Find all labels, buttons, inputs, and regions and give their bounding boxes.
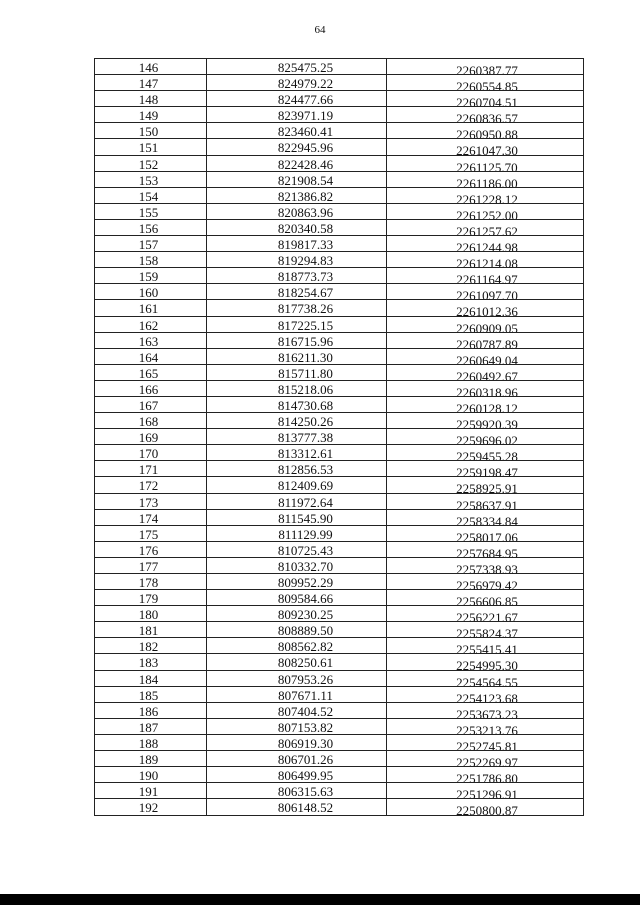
x-coordinate-cell: 807671.11 [207,687,387,702]
x-coordinate-cell: 818254.67 [207,284,387,299]
table-row [95,172,583,188]
x-coordinate-cell: 807404.52 [207,703,387,718]
table-row [95,59,583,75]
y-coordinate-cell: 2261012.36 [456,304,518,316]
point-number-cell: 172 [95,477,207,492]
y-coordinate-cell: 2260554.85 [456,79,518,91]
x-coordinate-cell: 809952.29 [207,574,387,589]
x-coordinate-cell: 816211.30 [207,349,387,364]
x-coordinate-cell: 821908.54 [207,172,387,187]
point-number-cell: 187 [95,719,207,734]
point-number-cell: 189 [95,751,207,766]
y-coordinate-cell: 2252269.97 [456,755,518,767]
point-number-cell: 186 [95,703,207,718]
y-coordinate-cell: 2261097.70 [456,288,518,300]
x-coordinate-cell: 824477.66 [207,91,387,106]
point-number-cell: 174 [95,510,207,525]
point-number-cell: 175 [95,526,207,541]
table-row [95,574,583,590]
table-row [95,317,583,333]
x-coordinate-cell: 819817.33 [207,236,387,251]
y-coordinate-cell: 2260950.88 [456,127,518,139]
y-coordinate-cell: 2259455.28 [456,449,518,461]
x-coordinate-cell: 824979.22 [207,75,387,90]
y-coordinate-cell: 2253213.76 [456,722,518,734]
y-coordinate-cell: 2261164.97 [456,272,518,284]
table-row [95,461,583,477]
y-coordinate-cell: 2255824.37 [456,626,518,638]
y-coordinate-cell: 2260318.96 [456,384,518,396]
y-coordinate-cell: 2258334.84 [456,513,518,525]
table-row [95,622,583,638]
point-number-cell: 158 [95,252,207,267]
x-coordinate-cell: 806148.52 [207,799,387,815]
x-coordinate-cell: 820340.58 [207,220,387,235]
table-row [95,751,583,767]
y-coordinate-cell: 2258637.91 [456,497,518,509]
point-number-cell: 162 [95,317,207,332]
table-row [95,590,583,606]
table-row [95,445,583,461]
table-row [95,703,583,719]
page-number: 64 [314,24,326,36]
x-coordinate-cell: 811972.64 [207,494,387,509]
x-coordinate-cell: 822428.46 [207,156,387,171]
point-number-cell: 151 [95,139,207,154]
point-number-cell: 155 [95,204,207,219]
table-row [95,91,583,107]
y-coordinate-cell: 2260492.67 [456,368,518,380]
x-coordinate-cell: 814730.68 [207,397,387,412]
point-number-cell: 192 [95,799,207,815]
x-coordinate-cell: 817225.15 [207,317,387,332]
point-number-cell: 182 [95,638,207,653]
point-number-cell: 176 [95,542,207,557]
point-number-cell: 181 [95,622,207,637]
point-number-cell: 152 [95,156,207,171]
table-row [95,397,583,413]
x-coordinate-cell: 810332.70 [207,558,387,573]
y-coordinate-cell: 2261244.98 [456,240,518,252]
x-coordinate-cell: 815218.06 [207,381,387,396]
y-coordinate-cell: 2260128.12 [456,400,518,413]
table-row [95,156,583,172]
point-number-cell: 148 [95,91,207,106]
x-coordinate-cell: 816715.96 [207,333,387,348]
y-coordinate-cell: 2258925.91 [456,481,518,493]
x-coordinate-cell: 815711.80 [207,365,387,380]
point-number-cell: 167 [95,397,207,412]
y-coordinate-cell: 2259920.39 [456,417,518,429]
table-row [95,542,583,558]
point-number-cell: 190 [95,767,207,782]
y-coordinate-cell: 2253673.23 [456,706,518,718]
y-coordinate-cell: 2254564.55 [456,674,518,686]
table-row [95,429,583,445]
point-number-cell: 191 [95,783,207,798]
y-coordinate-cell: 2259696.02 [456,433,518,445]
y-coordinate-cell: 2261125.70 [456,159,518,171]
y-coordinate-cell: 2257684.95 [456,545,518,557]
table-row [95,558,583,574]
table-row [95,300,583,316]
x-coordinate-cell: 823460.41 [207,123,387,138]
y-coordinate-cell: 2261186.00 [456,175,518,187]
x-coordinate-cell: 808250.61 [207,654,387,669]
x-coordinate-cell: 811545.90 [207,510,387,525]
y-coordinate-cell: 2261047.30 [456,143,518,155]
point-number-cell: 156 [95,220,207,235]
y-coordinate-cell: 2252745.81 [456,738,518,751]
y-coordinate-cell: 2251296.91 [456,787,518,799]
point-number-cell: 180 [95,606,207,621]
y-coordinate-cell: 2254995.30 [456,658,518,670]
point-number-cell: 184 [95,671,207,686]
x-coordinate-cell: 825475.25 [207,59,387,74]
x-coordinate-cell: 808562.82 [207,638,387,653]
table-row [95,220,583,236]
y-coordinate-cell: 2260787.89 [456,336,518,348]
y-coordinate-cell: 2256979.42 [456,578,518,590]
x-coordinate-cell: 821386.82 [207,188,387,203]
x-coordinate-cell: 813777.38 [207,429,387,444]
y-coordinate-cell: 2258017.06 [456,529,518,541]
scan-bottom-edge [0,894,640,905]
x-coordinate-cell: 812409.69 [207,477,387,492]
table-row [95,284,583,300]
table-row [95,123,583,139]
x-coordinate-cell: 810725.43 [207,542,387,557]
point-number-cell: 157 [95,236,207,251]
y-coordinate-cell: 2260704.51 [456,95,518,107]
point-number-cell: 166 [95,381,207,396]
y-coordinate-cell: 2250800.87 [456,803,518,816]
y-coordinate-cell: 2261257.62 [456,223,518,236]
x-coordinate-cell: 814250.26 [207,413,387,428]
x-coordinate-cell: 806919.30 [207,735,387,750]
table-row [95,671,583,687]
table-row [95,252,583,268]
point-number-cell: 153 [95,172,207,187]
y-coordinate-cell: 2261252.00 [456,207,518,219]
table-row [95,638,583,654]
table-row [95,687,583,703]
point-number-cell: 173 [95,494,207,509]
point-number-cell: 159 [95,268,207,283]
y-coordinate-cell: 2260909.05 [456,320,518,332]
x-coordinate-cell: 806701.26 [207,751,387,766]
y-coordinate-cell: 2256221.67 [456,610,518,622]
table-row [95,236,583,252]
point-number-cell: 147 [95,75,207,90]
x-coordinate-cell: 807953.26 [207,671,387,686]
table-row [95,365,583,381]
point-number-cell: 146 [95,59,207,74]
point-number-cell: 149 [95,107,207,122]
table-row [95,477,583,493]
x-coordinate-cell: 811129.99 [207,526,387,541]
point-number-cell: 179 [95,590,207,605]
table-row [95,526,583,542]
y-coordinate-cell: 2251786.80 [456,771,518,783]
x-coordinate-cell: 813312.61 [207,445,387,460]
x-coordinate-cell: 806499.95 [207,767,387,782]
x-coordinate-cell: 806315.63 [207,783,387,798]
point-number-cell: 183 [95,654,207,669]
x-coordinate-cell: 809230.25 [207,606,387,621]
table-row [95,783,583,799]
point-number-cell: 154 [95,188,207,203]
x-coordinate-cell: 812856.53 [207,461,387,476]
point-number-cell: 169 [95,429,207,444]
x-coordinate-cell: 823971.19 [207,107,387,122]
point-number-cell: 185 [95,687,207,702]
point-number-cell: 168 [95,413,207,428]
y-coordinate-cell: 2260387.77 [456,63,518,75]
point-number-cell: 170 [95,445,207,460]
point-number-cell: 177 [95,558,207,573]
table-row [95,188,583,204]
x-coordinate-cell: 807153.82 [207,719,387,734]
x-coordinate-cell: 822945.96 [207,139,387,154]
point-number-cell: 188 [95,735,207,750]
y-coordinate-cell: 2260649.04 [456,352,518,364]
table-row [95,719,583,735]
table-row [95,799,583,815]
y-coordinate-cell: 2255415.41 [456,642,518,654]
y-coordinate-cell: 2254123.68 [456,690,518,702]
table-row [95,139,583,155]
point-number-cell: 160 [95,284,207,299]
y-coordinate-cell: 2260836.57 [456,111,518,123]
x-coordinate-cell: 818773.73 [207,268,387,283]
x-coordinate-cell: 817738.26 [207,300,387,315]
table-row [95,767,583,783]
table-row [95,735,583,751]
point-number-cell: 163 [95,333,207,348]
y-coordinate-cell: 2261214.08 [456,256,518,268]
x-coordinate-cell: 809584.66 [207,590,387,605]
point-number-cell: 171 [95,461,207,476]
x-coordinate-cell: 819294.83 [207,252,387,267]
table-row [95,494,583,510]
table-row [95,268,583,284]
table-row [95,75,583,91]
table-row [95,606,583,622]
y-coordinate-cell: 2256606.85 [456,594,518,606]
point-number-cell: 164 [95,349,207,364]
x-coordinate-cell: 808889.50 [207,622,387,637]
point-number-cell: 161 [95,300,207,315]
point-number-cell: 178 [95,574,207,589]
y-coordinate-cell: 2259198.47 [456,465,518,477]
table-row [95,654,583,670]
point-number-cell: 150 [95,123,207,138]
table-row [95,413,583,429]
table-row [95,333,583,349]
y-coordinate-cell: 2257338.93 [456,561,518,573]
table-row [95,381,583,397]
table-row [95,107,583,123]
table-row [95,349,583,365]
point-number-cell: 165 [95,365,207,380]
table-row [95,204,583,220]
x-coordinate-cell: 820863.96 [207,204,387,219]
y-coordinate-cell: 2261228.12 [456,191,518,203]
table-row [95,510,583,526]
coordinate-table [94,58,584,816]
